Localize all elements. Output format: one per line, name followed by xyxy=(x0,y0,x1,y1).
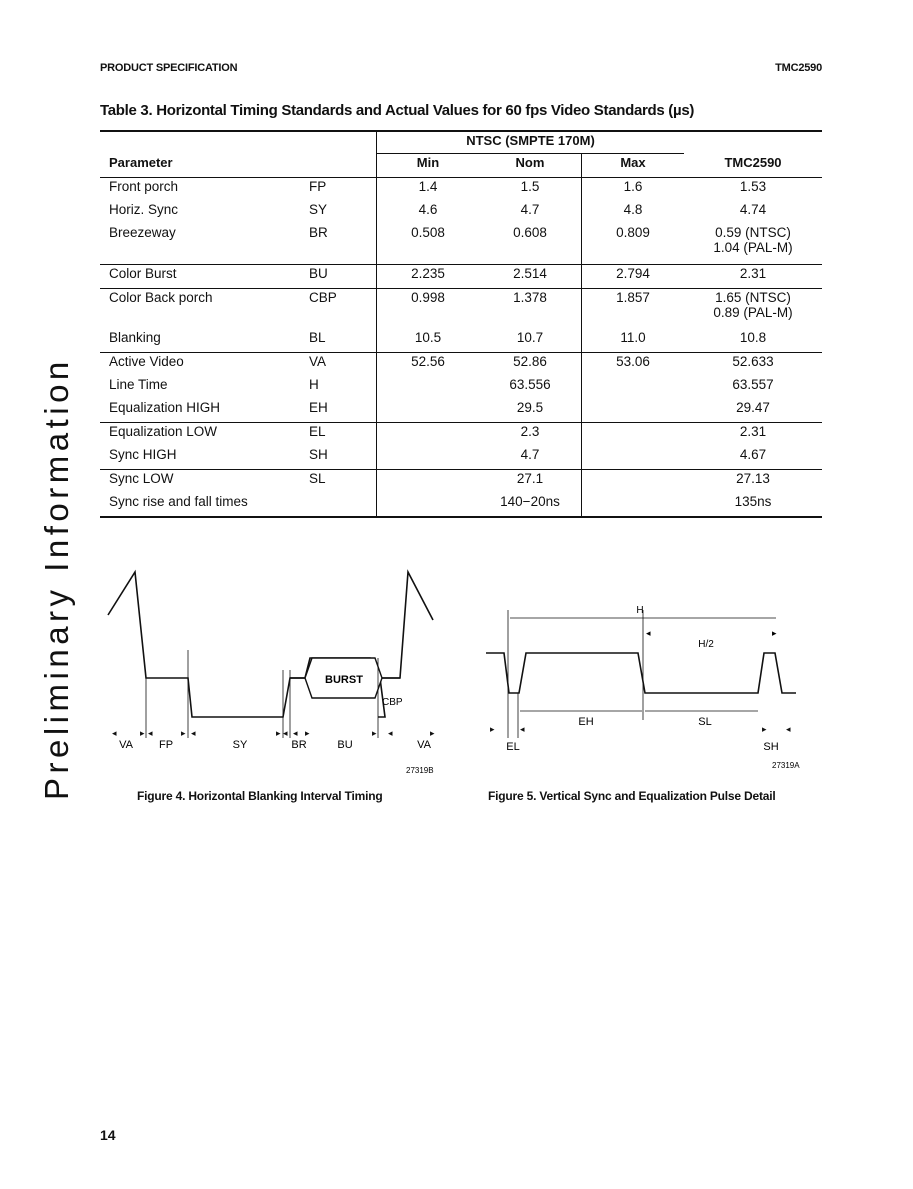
value-tmc2590-alt: 0.89 (PAL-M) xyxy=(713,305,793,320)
svg-text:▸: ▸ xyxy=(490,724,495,734)
param-name: Line Time xyxy=(109,377,168,392)
value-tmc2590: 2.31 xyxy=(684,265,822,289)
param-name: Horiz. Sync xyxy=(109,202,179,217)
col-header-nom: Nom xyxy=(479,154,582,178)
value-tmc2590: 1.65 (NTSC) 0.89 (PAL-M) xyxy=(684,289,822,330)
fig5-label-h: H xyxy=(636,605,644,616)
burst-label: BURST xyxy=(325,674,363,686)
svg-text:◂: ◂ xyxy=(786,724,791,734)
param-symbol: CBP xyxy=(309,289,377,330)
fig5-label-sh: SH xyxy=(763,741,779,753)
timing-table xyxy=(100,130,822,518)
value-min: 10.5 xyxy=(377,329,480,353)
param-symbol: SH xyxy=(309,447,328,462)
value-min xyxy=(377,446,480,470)
svg-text:▸: ▸ xyxy=(140,728,145,738)
svg-text:▸: ▸ xyxy=(772,628,777,638)
value-max xyxy=(582,493,685,517)
table-row xyxy=(100,423,822,447)
svg-text:◂: ◂ xyxy=(388,728,393,738)
value-min: 0.998 xyxy=(377,289,480,330)
figure4-caption: Figure 4. Horizontal Blanking Interval Timing xyxy=(137,789,383,803)
value-max: 2.794 xyxy=(582,265,685,289)
param-symbol: EH xyxy=(309,400,328,415)
param-symbol: SL xyxy=(309,470,377,494)
value-max: 53.06 xyxy=(582,353,685,377)
fig5-label-eh: EH xyxy=(578,716,594,728)
param-name: Sync rise and fall times xyxy=(100,493,309,517)
horizontal-blanking-diagram xyxy=(100,560,450,790)
value-min: 52.56 xyxy=(377,353,480,377)
table-row xyxy=(100,329,822,353)
value-tmc2590: 1.53 xyxy=(739,179,767,194)
value-nom: 29.5 xyxy=(516,400,544,415)
svg-text:▸: ▸ xyxy=(430,728,435,738)
table-row xyxy=(100,470,822,494)
value-min: 4.6 xyxy=(377,201,480,224)
value-nom: 0.608 xyxy=(513,225,547,240)
table-row xyxy=(100,399,822,423)
value-nom: 52.86 xyxy=(479,353,582,377)
param-name: Front porch xyxy=(109,179,179,194)
table-row xyxy=(100,265,822,289)
svg-text:◂: ◂ xyxy=(112,728,117,738)
value-min xyxy=(377,493,480,517)
table-group-header-row xyxy=(100,131,822,154)
value-max xyxy=(582,399,685,423)
value-tmc2590: 52.633 xyxy=(684,353,822,377)
svg-text:◂: ◂ xyxy=(646,628,651,638)
param-name: Active Video xyxy=(100,353,309,377)
value-min: 2.235 xyxy=(377,265,480,289)
value-min xyxy=(377,423,480,447)
value-tmc2590: 4.74 xyxy=(739,202,767,217)
value-tmc2590: 4.67 xyxy=(739,447,767,462)
fig4-label-va-right: VA xyxy=(417,739,431,751)
value-max: 1.857 xyxy=(582,289,685,330)
cbp-label: CBP xyxy=(382,697,403,708)
value-tmc2590: 0.59 (NTSC) 1.04 (PAL-M) xyxy=(684,224,822,265)
value-tmc2590: 10.8 xyxy=(739,330,767,345)
value-max xyxy=(582,376,685,399)
svg-text:◂: ◂ xyxy=(191,728,196,738)
fig4-label-fp: FP xyxy=(158,739,174,751)
value-nom: 4.7 xyxy=(520,447,540,462)
value-min xyxy=(377,376,480,399)
value-tmc2590-alt: 1.04 (PAL-M) xyxy=(713,240,793,255)
value-max xyxy=(582,446,685,470)
table-row xyxy=(100,446,822,470)
fig4-label-va-left: VA xyxy=(119,739,133,751)
fig4-label-sy: SY xyxy=(232,739,248,751)
param-name: Sync LOW xyxy=(100,470,309,494)
value-min xyxy=(377,470,480,494)
param-symbol: BL xyxy=(309,330,326,345)
param-name: Blanking xyxy=(109,330,161,345)
value-tmc2590: 27.13 xyxy=(684,470,822,494)
value-max: 4.8 xyxy=(582,201,685,224)
table-row xyxy=(100,289,822,330)
value-max: 1.6 xyxy=(582,178,685,202)
fig4-label-br: BR xyxy=(291,739,307,751)
value-max: 11.0 xyxy=(582,329,685,353)
table-row xyxy=(100,224,822,265)
col-header-max: Max xyxy=(582,154,685,178)
table-row xyxy=(100,376,822,399)
param-symbol: VA xyxy=(309,353,377,377)
header-left: PRODUCT SPECIFICATION xyxy=(100,62,238,74)
param-symbol: SY xyxy=(309,202,328,217)
table-header-row xyxy=(100,154,822,178)
param-name: Color Back porch xyxy=(100,289,309,330)
value-nom: 4.7 xyxy=(520,202,540,217)
value-tmc2590: 29.47 xyxy=(736,400,770,415)
value-tmc2590: 135ns xyxy=(684,493,822,517)
value-nom: 2.514 xyxy=(479,265,582,289)
svg-text:◂: ◂ xyxy=(283,728,288,738)
param-symbol: H xyxy=(309,377,319,392)
page-number: 14 xyxy=(100,1127,116,1143)
param-name: Equalization HIGH xyxy=(109,400,221,415)
param-name: Equalization LOW xyxy=(100,423,309,447)
col-header-parameter: Parameter xyxy=(100,154,309,178)
param-symbol: FP xyxy=(309,179,327,194)
svg-text:▸: ▸ xyxy=(762,724,767,734)
table-row xyxy=(100,493,822,517)
value-min: 1.4 xyxy=(377,178,480,202)
table-caption: Table 3. Horizontal Timing Standards and Actual Values for 60 fps Video Standards (µs) xyxy=(100,102,695,119)
param-name: Breezeway xyxy=(109,225,176,240)
value-nom: 1.5 xyxy=(520,179,540,194)
param-symbol: BR xyxy=(309,225,328,240)
svg-text:▸: ▸ xyxy=(181,728,186,738)
svg-text:▸: ▸ xyxy=(276,728,281,738)
table-row xyxy=(100,178,822,202)
value-nom: 1.378 xyxy=(479,289,582,330)
header-right: TMC2590 xyxy=(775,62,822,74)
value-nom: 63.556 xyxy=(509,377,551,392)
svg-text:▸: ▸ xyxy=(372,728,377,738)
value-tmc2590: 2.31 xyxy=(684,423,822,447)
value-nom: 10.7 xyxy=(516,330,544,345)
col-header-tmc2590: TMC2590 xyxy=(684,154,822,178)
fig5-label-h2: H/2 xyxy=(698,639,714,650)
table-row xyxy=(100,201,822,224)
value-min: 0.508 xyxy=(377,224,480,265)
fig5-code: 27319A xyxy=(772,761,800,770)
value-min xyxy=(377,399,480,423)
svg-text:◂: ◂ xyxy=(293,728,298,738)
fig5-label-el: EL xyxy=(506,741,520,753)
value-tmc2590: 63.557 xyxy=(732,377,774,392)
svg-text:◂: ◂ xyxy=(520,724,525,734)
ntsc-group-header: NTSC (SMPTE 170M) xyxy=(377,131,685,154)
figure5-caption: Figure 5. Vertical Sync and Equalization Pulse Detail xyxy=(488,789,776,803)
fig4-code: 27319B xyxy=(406,766,434,775)
value-nom: 2.3 xyxy=(479,423,582,447)
fig4-label-bu: BU xyxy=(337,739,353,751)
param-name: Sync HIGH xyxy=(109,447,177,462)
value-max xyxy=(582,470,685,494)
svg-text:◂: ◂ xyxy=(148,728,153,738)
param-symbol: EL xyxy=(309,423,377,447)
side-watermark: Preliminary Information xyxy=(38,357,75,800)
value-max: 0.809 xyxy=(582,224,685,265)
param-name: Color Burst xyxy=(100,265,309,289)
fig5-label-sl: SL xyxy=(698,716,712,728)
value-nom: 140−20ns xyxy=(479,493,582,517)
col-header-min: Min xyxy=(377,154,480,178)
param-symbol xyxy=(309,493,377,517)
param-symbol: BU xyxy=(309,265,377,289)
value-nom: 27.1 xyxy=(479,470,582,494)
svg-text:▸: ▸ xyxy=(305,728,310,738)
table-row xyxy=(100,353,822,377)
vertical-sync-diagram xyxy=(480,590,820,780)
value-max xyxy=(582,423,685,447)
